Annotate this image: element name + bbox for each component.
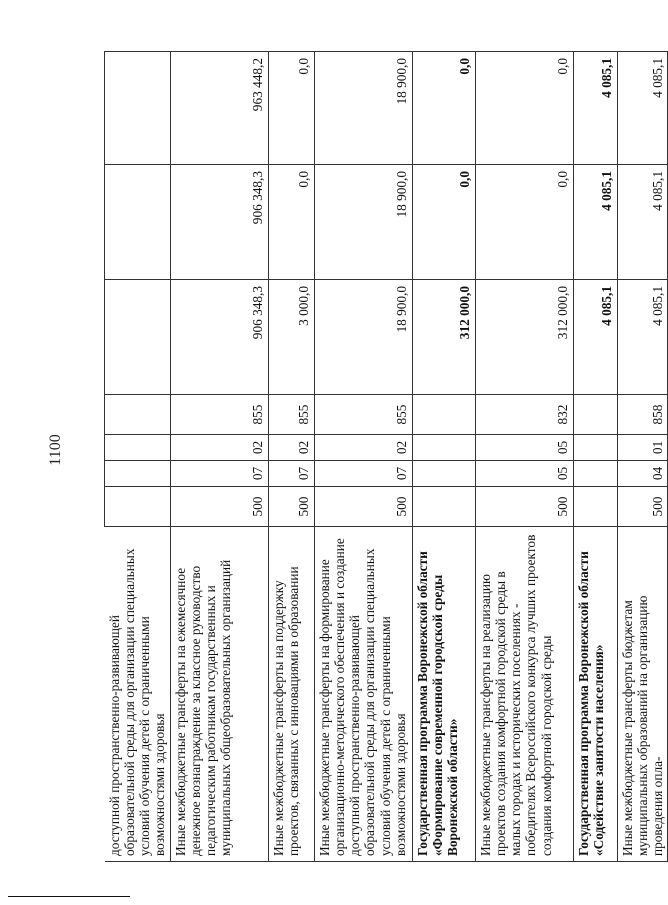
row-amount-3: 0,0 xyxy=(412,52,475,165)
row-expense-type-code: 855 xyxy=(268,395,314,435)
table-row xyxy=(573,52,617,862)
row-amount-2 xyxy=(105,165,171,280)
row-amount-2: 18 900,0 xyxy=(314,165,412,280)
row-section-code xyxy=(412,461,475,487)
row-amount-2: 0,0 xyxy=(475,165,573,280)
row-name: Иные межбюджетные трансферты на ежемесячное денежное вознаграждение за классное руководство педагогическим работникам государственных и муниципальных общеобразовательных организаций xyxy=(170,527,268,862)
row-section-code: 05 xyxy=(475,461,573,487)
row-amount-1: 906 348,3 xyxy=(170,280,268,395)
row-amount-2: 0,0 xyxy=(412,165,475,280)
table-row xyxy=(170,52,268,862)
row-name: Иные межбюджетные трансферты на формирование организационно-методического обеспечения и создание доступной пространственно-развивающей образовательной среды для организации специальных условий обучения детей с ограниченными возможностями здоровья xyxy=(314,527,412,862)
row-amount-1: 312 000,0 xyxy=(475,280,573,395)
row-amount-3: 963 448,2 xyxy=(170,52,268,165)
row-section-code xyxy=(573,461,617,487)
row-amount-1: 4 085,1 xyxy=(573,280,617,395)
row-name: Иные межбюджетные трансферты на реализацию проектов создания комфортной городской среды в малых городах и исторических поселениях - победителях Всероссийского конкурса лучших проектов создания комфортной городской среды xyxy=(475,527,573,862)
row-name: Государственная программа Воронежской области «Содействие занятости населения» xyxy=(573,527,617,862)
row-amount-2: 4 085,1 xyxy=(617,165,668,280)
row-amount-3: 18 900,0 xyxy=(314,52,412,165)
row-name: Иные межбюджетные трансферты на поддержку проектов, связанных с инновациями в образовании xyxy=(268,527,314,862)
row-amount-1: 312 000,0 xyxy=(412,280,475,395)
row-subsection-code xyxy=(105,435,171,461)
row-name: доступной пространственно-развивающей образовательной среды для организации специальных условий обучения детей с ограниченными возможностями здоровья xyxy=(105,527,171,862)
row-amount-3: 4 085,1 xyxy=(573,52,617,165)
row-grbs-code xyxy=(573,487,617,527)
row-amount-1: 4 085,1 xyxy=(617,280,668,395)
row-section-code: 04 xyxy=(617,461,668,487)
row-grbs-code: 500 xyxy=(617,487,668,527)
table-row xyxy=(268,52,314,862)
row-section-code: 07 xyxy=(170,461,268,487)
rotated-table-wrapper xyxy=(104,52,666,862)
row-name: Иные межбюджетные трансферты бюджетам муниципальных образований на организацию проведения опла- xyxy=(617,527,668,862)
table-row xyxy=(314,52,412,862)
row-expense-type-code: 858 xyxy=(617,395,668,435)
row-subsection-code xyxy=(412,435,475,461)
row-amount-3: 0,0 xyxy=(268,52,314,165)
row-grbs-code: 500 xyxy=(475,487,573,527)
row-amount-1: 18 900,0 xyxy=(314,280,412,395)
row-subsection-code: 05 xyxy=(475,435,573,461)
page-number: 1100 xyxy=(47,434,64,466)
row-amount-1: 3 000,0 xyxy=(268,280,314,395)
budget-table xyxy=(104,51,668,862)
row-name: Государственная программа Воронежской области «Формирование современной городской среды Воронежской области» xyxy=(412,527,475,862)
row-grbs-code: 500 xyxy=(268,487,314,527)
row-grbs-code: 500 xyxy=(170,487,268,527)
row-subsection-code: 02 xyxy=(170,435,268,461)
row-subsection-code: 02 xyxy=(268,435,314,461)
row-expense-type-code xyxy=(412,395,475,435)
row-amount-3: 0,0 xyxy=(475,52,573,165)
row-amount-2: 906 348,3 xyxy=(170,165,268,280)
table-row xyxy=(412,52,475,862)
row-amount-3: 4 085,1 xyxy=(617,52,668,165)
row-grbs-code: 500 xyxy=(314,487,412,527)
row-subsection-code: 01 xyxy=(617,435,668,461)
row-expense-type-code xyxy=(573,395,617,435)
row-expense-type-code: 855 xyxy=(170,395,268,435)
table-row xyxy=(475,52,573,862)
row-grbs-code xyxy=(105,487,171,527)
table-row xyxy=(105,52,171,862)
row-amount-3 xyxy=(105,52,171,165)
row-expense-type-code: 855 xyxy=(314,395,412,435)
row-section-code: 07 xyxy=(268,461,314,487)
row-section-code: 07 xyxy=(314,461,412,487)
row-grbs-code xyxy=(412,487,475,527)
footer-rule xyxy=(8,896,130,897)
row-subsection-code xyxy=(573,435,617,461)
row-expense-type-code: 832 xyxy=(475,395,573,435)
row-amount-2: 4 085,1 xyxy=(573,165,617,280)
row-amount-1 xyxy=(105,280,171,395)
row-amount-2: 0,0 xyxy=(268,165,314,280)
table-body xyxy=(105,52,668,862)
row-section-code xyxy=(105,461,171,487)
row-subsection-code: 02 xyxy=(314,435,412,461)
row-expense-type-code xyxy=(105,395,171,435)
table-row xyxy=(617,52,668,862)
